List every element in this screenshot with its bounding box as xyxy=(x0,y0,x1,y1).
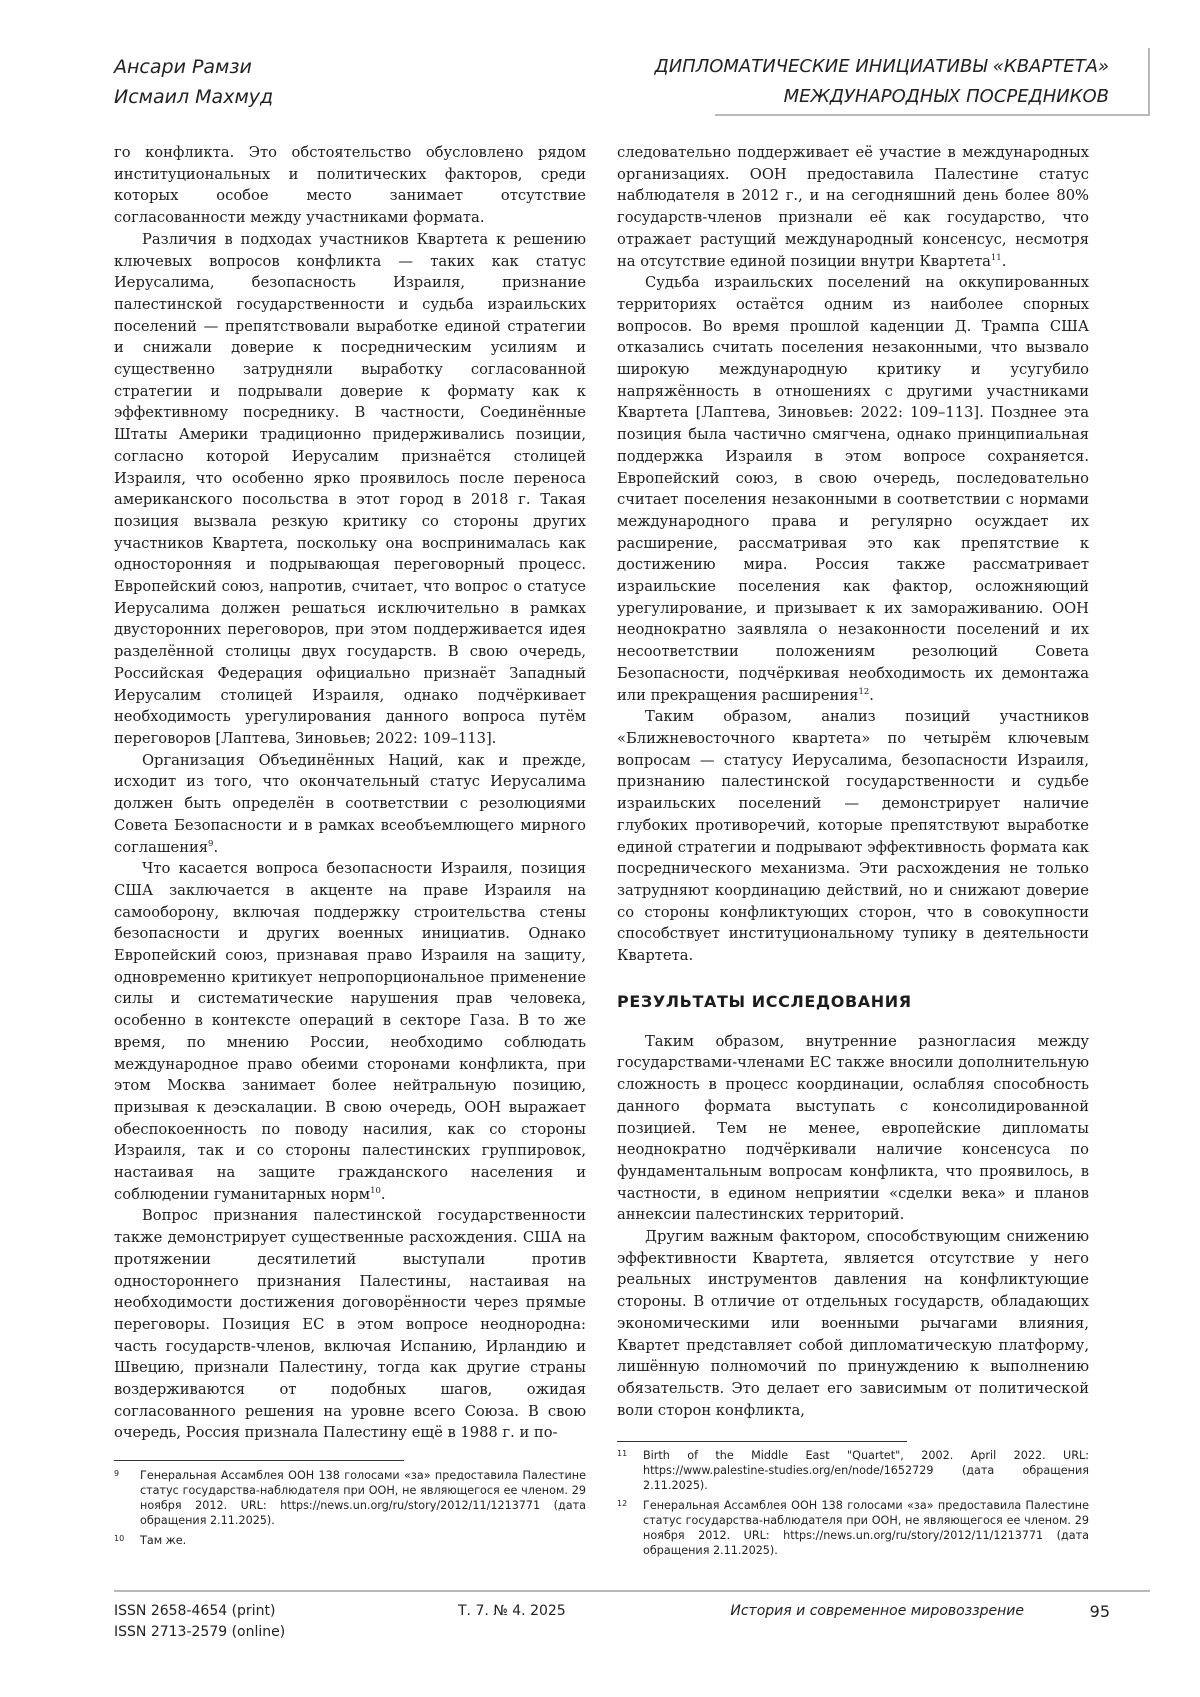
running-head-title xyxy=(655,52,1109,112)
author-name: Ансари Рамзи xyxy=(114,56,252,78)
paragraph xyxy=(617,272,1089,706)
paragraph-text: следовательно поддерживает её участие в международных организациях. ООН предоставила Палестине статус наблюдателя в 2012 г., и на сегодняшний день более 80% государств-членов признали её как государство, что отражает растущий международный консенсус, несмотря на отсутствие единой позиции внутри Квартета xyxy=(617,144,1089,270)
header-side-rule xyxy=(1148,48,1150,116)
footnote-ref[interactable]: 11 xyxy=(990,252,1002,263)
left-column xyxy=(114,142,586,1444)
paragraph-text: Судьба израильских поселений на оккупированных территориях остаётся одним из наиболее спорных вопросов. Во время прошлой каденции Д. Трампа США отказались считать поселения незаконными, что вызвало широкую международную критику и усугубило напряжённость в отношениях с другими участниками Квартета [Лаптева, Зиновьев: 2022: 109–113]. Позднее эта позиция была частично смягчена, однако принципиальная поддержка Израиля в этом вопросе сохраняется. Европейский союз, в свою очередь, последовательно считает поселения незаконными в соответствии с нормами международного права и регулярно осуждает их расширение, рассматривая это как препятствие к достижению мира. Россия также рассматривает израильские поселения как фактор, осложняющий урегулирование, и призывает к их замораживанию. ООН неоднократно заявляла о незаконности поселений и их несоответствии положениям резолюций Совета Безопасности, подчёркивая необходимость их демонтажа или прекращения расширения xyxy=(617,274,1089,704)
issn-print: ISSN 2658-4654 (print) xyxy=(114,1603,276,1619)
running-title-line: ДИПЛОМАТИЧЕСКИЕ ИНИЦИАТИВЫ «КВАРТЕТА» xyxy=(654,56,1109,77)
section-heading: РЕЗУЛЬТАТЫ ИССЛЕДОВАНИЯ xyxy=(617,991,912,1011)
footnote xyxy=(617,1448,1089,1493)
footnote-rule xyxy=(114,1460,404,1461)
footnote xyxy=(114,1468,586,1528)
footer-rule xyxy=(114,1590,1150,1592)
author-name: Исмаил Махмуд xyxy=(114,86,274,108)
issn-online: ISSN 2713-2579 (online) xyxy=(114,1624,286,1640)
paragraph: Вопрос признания палестинской государственности также демонстрирует существенные расхождения. США на протяжении десятилетий выступали против одностороннего признания Палестины, настаивая на необходимости достижения договорённости через прямые переговоры. Позиция ЕС в этом вопросе неоднородна: часть государств-членов, включая Испанию, Ирландию и Швецию, признали Палестину, тогда как другие страны воздерживаются от подобных шагов, ожидая согласованного решения на уровне всего Союза. В свою очередь, Россия признала Палестину ещё в 1988 г. и по- xyxy=(114,1207,586,1442)
paragraph: Другим важным фактором, способствующим снижению эффективности Квартета, является отсутствие у него реальных инструментов давления на конфликтующие стороны. В отличие от отдельных государств, обладающих экономическими или военными рычагами влияния, Квартет представляет собой дипломатическую платформу, лишённую полномочий по принуждению к выполнению обязательств. Это делает его зависимым от политической воли сторон конфликта, xyxy=(617,1228,1089,1419)
footnote-number: 10 xyxy=(114,1534,125,1543)
page-number: 95 xyxy=(1089,1602,1110,1621)
footnote-number: 9 xyxy=(114,1469,120,1478)
footnotes-left xyxy=(114,1468,586,1553)
paragraph xyxy=(114,858,586,1205)
paragraph-end: . xyxy=(1001,252,1007,270)
footnote-ref[interactable]: 10 xyxy=(370,1185,381,1196)
right-column xyxy=(617,142,1089,1421)
running-title-line: МЕЖДУНАРОДНЫХ ПОСРЕДНИКОВ xyxy=(783,86,1109,107)
footnote xyxy=(617,1498,1089,1558)
running-head-authors xyxy=(114,52,273,112)
paragraph: Таким образом, внутренние разногласия между государствами-членами ЕС также вносили дополнительную сложность в процесс координации, ослабляя способность данного формата выступать с консолидированной позицией. Тем не менее, европейские дипломаты неоднократно подчёркивали наличие консенсуса по фундаментальным вопросам конфликта, что проявилось, в частности, в едином неприятии «сделки века» и планов аннексии палестинских территорий. xyxy=(617,1032,1089,1224)
footnote-number: 11 xyxy=(617,1449,628,1458)
footnote-rule xyxy=(617,1441,907,1442)
footnote-text: Генеральная Ассамблея ООН 138 голосами «за» предоставила Палестине статус государства-наблюдателя при ООН, не являющегося ее членом. 29 ноября 2012. URL: https://news.un.org/ru/story/2012/11/1213771 (дата обращения 2.11.2025). xyxy=(643,1499,1089,1557)
footnote-text: Генеральная Ассамблея ООН 138 голосами «за» предоставила Палестине статус государства-наблюдателя при ООН, не являющегося ее членом. 29 ноября 2012. URL: https://news.un.org/ru/story/2012/11/1213771 (дата обращения 2.11.2025). xyxy=(140,1469,586,1527)
paragraph-text: Что касается вопроса безопасности Израиля, позиция США заключается в акценте на праве Израиля на самооборону, включая поддержку строительства стены безопасности и других военных инициатив. Однако Европейский союз, признавая право Израиля на защиту, одновременно критикует непропорциональное применение силы и систематические нарушения прав человека, особенно в контексте операций в секторе Газа. В то же время, по мнению России, необходимо соблюдать международное право обеими сторонами конфликта, при этом Москва занимает более нейтральную позицию, призывая к деэскалации. В свою очередь, ООН выражает обеспокоенность по поводу насилия, как со стороны Израиля, так и со стороны палестинских группировок, настаивая на защите гражданского населения и соблюдении гуманитарных норм xyxy=(114,860,586,1203)
paragraph-end: . xyxy=(869,686,874,704)
paragraph-end: . xyxy=(213,838,219,856)
paragraph-text: Организация Объединённых Наций, как и прежде, исходит из того, что окончательный статус Иерусалима должен быть определён в соответствии с резолюциями Совета Безопасности и в рамках всеобъемлющего мирного соглашения xyxy=(114,751,586,856)
footnotes-right xyxy=(617,1448,1089,1563)
footnote-text: Birth of the Middle East "Quartet", 2002. April 2022. URL: https://www.palestine-studies.org/en/node/1652729 (дата обращения 2.11.2025). xyxy=(643,1449,1089,1492)
paragraph xyxy=(114,750,586,859)
footnote-number: 12 xyxy=(617,1499,628,1508)
paragraph-end: . xyxy=(380,1185,386,1203)
footer-journal-name: История и современное мировоззрение xyxy=(730,1603,1024,1619)
footnote xyxy=(114,1533,586,1548)
footnote-text: Там же. xyxy=(140,1534,187,1547)
footer-volume: Т. 7. № 4. 2025 xyxy=(458,1603,566,1619)
paragraph xyxy=(617,142,1089,272)
paragraph: Таким образом, анализ позиций участников «Ближневосточного квартета» по четырём ключевым вопросам — статусу Иерусалима, безопасности Израиля, признанию палестинской государственности и судьбе израильских поселений — демонстрирует наличие глубоких противоречий, которые препятствуют выработке единой стратегии и подрывают эффективность формата как посреднического механизма. Эти расхождения не только затрудняют координацию действий, но и снижают доверие со стороны конфликтующих сторон, что в совокупности способствует институциональному тупику в деятельности Квартета. xyxy=(617,708,1089,965)
footnote-ref[interactable]: 12 xyxy=(858,686,870,697)
paragraph: Различия в подходах участников Квартета к решению ключевых вопросов конфликта — таких как статус Иерусалима, безопасность Израиля, признание палестинской государственности и судьба израильских поселений — препятствовали выработке единой стратегии и снижали доверие к посредническим усилиям и существенно затрудняли выработку согласованной стратегии и подрывали доверие к формату как к эффективному посреднику. В частности, Соединённые Штаты Америки традиционно придерживались позиции, согласно которой Иерусалим признаётся столицей Израиля, что особенно ярко проявилось после переноса американского посольства в этот город в 2018 г. Такая позиция вызвала резкую критику со стороны других участников Квартета, поскольку она воспринималась как односторонняя и подрывающая переговорный процесс. Европейский союз, напротив, считает, что вопрос о статусе Иерусалима должен решаться исключительно в рамках двусторонних переговоров, при этом поддерживается идея разделённой столицы двух государств. В свою очередь, Российская Федерация официально признаёт Западный Иерусалим столицей Израиля, однако подчёркивает необходимость урегулирования данного вопроса путём переговоров [Лаптева, Зиновьев; 2022: 109–113]. xyxy=(114,230,586,747)
header-rule xyxy=(715,114,1150,116)
footnote-ref[interactable]: 9 xyxy=(208,838,214,849)
paragraph: го конфликта. Это обстоятельство обусловлено рядом институциональных и политических факторов, среди которых особое место занимает отсутствие согласованности между участниками формата. xyxy=(114,144,586,227)
footer-issn xyxy=(114,1601,285,1643)
